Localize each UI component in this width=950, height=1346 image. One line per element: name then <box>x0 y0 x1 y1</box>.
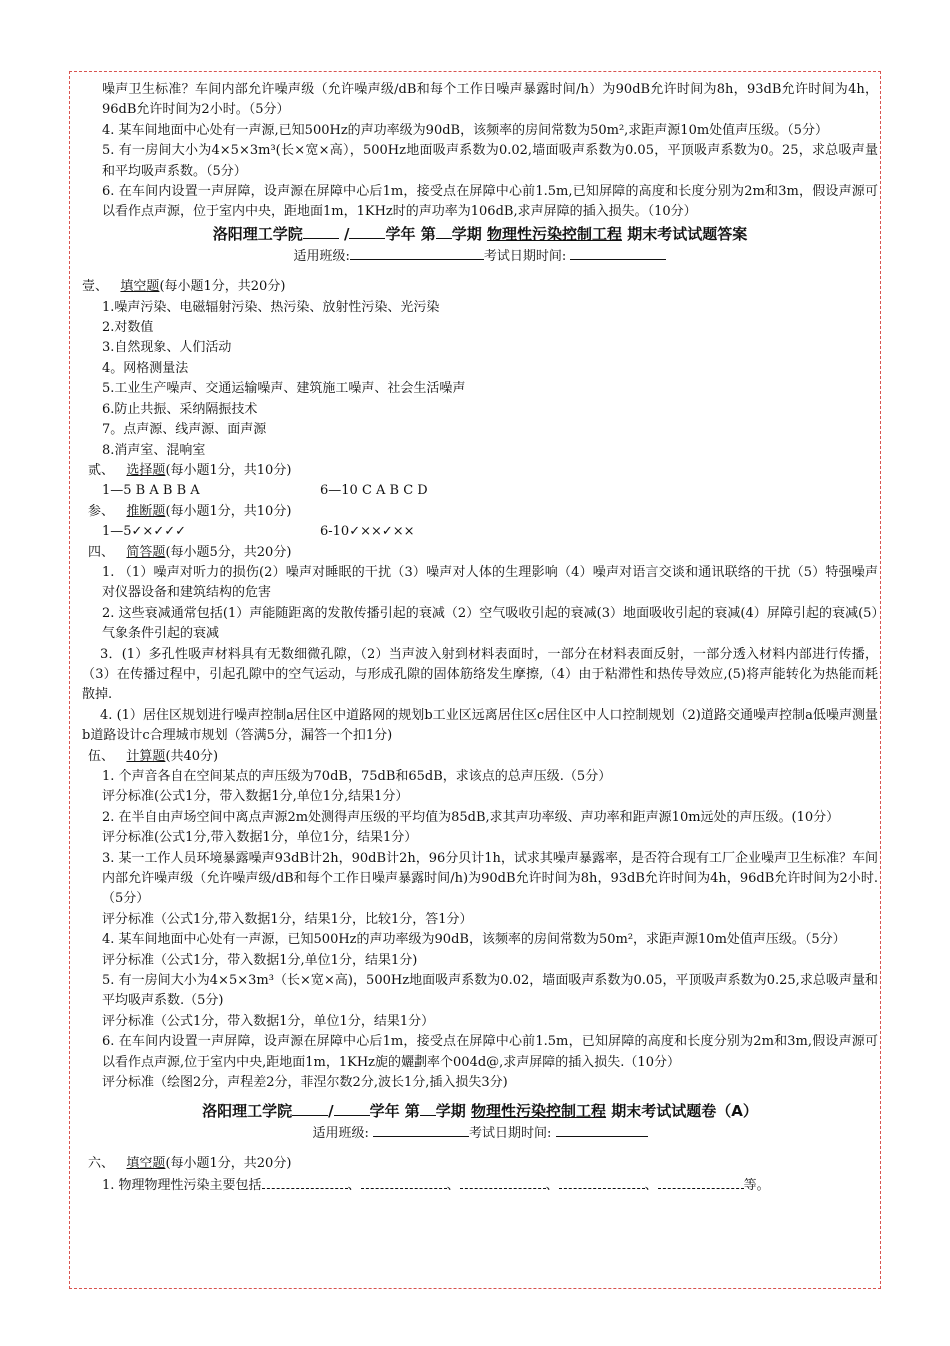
list-item: 7。点声源、线声源、面声源 <box>102 422 267 438</box>
answer-title: 洛阳理工学院 / 学年 第 学期 物理性污染控制工程 期末考试试题答案 <box>212 224 748 243</box>
list-item: 1.噪声污染、电磁辐射污染、热污染、放射性污染、光污染 <box>102 299 440 315</box>
list-item: 4。网格测量法 <box>102 360 189 376</box>
exam-subtitle: 适用班级: 考试日期时间: <box>82 1122 878 1144</box>
calc-criteria-3: 评分标准（公式1分,带入数据1分，结果1分，比较1分，答1分） <box>102 911 473 927</box>
calc-question-4: 4. 某车间地面中心处有一声源，已知500Hz的声功率级为90dB，该频率的房间常数为50m²，求距声源10m处值声压级。（5分） <box>102 932 846 948</box>
section-5-heading: 伍、 计算题(共40分) <box>88 748 219 764</box>
answer-blank[interactable] <box>460 1174 546 1189</box>
prev-question-6: 6. 在车间内设置一声屏障，设声源在屏障中心后1m，接受点在屏障中心前1.5m,已知屏障的高度和长度分别为2m和3m，假设声源可以看作点声源，位于室内中央，距地面1m，1KHz时的声功率为106dB,求声屏障的插入损失。（10分） <box>102 184 878 220</box>
section-3-heading: 参、 推断题(每小题1分，共10分) <box>88 503 292 519</box>
list-item: 2.对数值 <box>102 320 154 336</box>
section-3-answers: 1—5✓×✓✓✓ 6-10✓××✓×× <box>102 524 415 540</box>
short-answer-3: 3．(1）多孔性吸声材料具有无数细微孔隙，（2）当声波入射到材料表面时，一部分在材料表面反射，一部分透入材料内部进行传播，（3）在传播过程中，引起孔隙中的空气运动，与形成孔隙的固体筋络发生摩擦,（4）由于粘滞性和热传导效应,(5)将声能转化为热能而耗散掉. <box>82 646 878 703</box>
exam-title: 洛阳理工学院 / 学年 第 学期 物理性污染控制工程 期末考试试题卷（A） <box>202 1101 758 1120</box>
section-1-answers <box>82 298 878 461</box>
answer-subtitle: 适用班级: 考试日期时间: <box>82 245 878 267</box>
short-answer-1: 1. （1）噪声对听力的损伤(2）噪声对睡眠的干扰（3）噪声对人体的生理影响（4）噪声对语言交谈和通讯联络的干扰（5）特强噪声对仪器设备和建筑结构的危害 <box>102 564 878 601</box>
calc-question-1: 1. 个声音各自在空间某点的声压级为70dB，75dB和65dB，求该点的总声压级.（5分） <box>102 769 612 784</box>
answer-blank[interactable] <box>658 1174 744 1189</box>
fill-question-1: 1. 物理物理性污染主要包括 、 、 、 、 等。 <box>82 1174 878 1196</box>
calc-criteria-2: 评分标准(公式1分,带入数据1分，单位1分，结果1分） <box>102 830 418 846</box>
section-2-answers: 1—5 B A B B A 6—10 C A B C D <box>102 483 428 499</box>
calc-criteria-5: 评分标准（公式1分，带入数据1分，单位1分，结果1分） <box>102 1013 435 1029</box>
prev-question-5: 5. 有一房间大小为4×5×3m³(长×宽×高），500Hz地面吸声系数为0.02,墙面吸声系数为0.05，平顶吸声系数为0。25，求总吸声量和平均吸声系数。（5分） <box>102 143 878 179</box>
document-body <box>82 80 878 1197</box>
section-1-heading: 壹、 填空题(每小题1分，共20分) <box>82 279 286 295</box>
calc-question-3: 3. 某一工作人员环境暴露噪声93dB计2h，90dB计2h，96分贝计1h，试求其噪声暴露率，是否符合现有工厂企业噪声卫生标准？车间内部允许噪声级（允许噪声级/dB和每个工作日噪声暴露时间/h)为90dB允许时间为8h，93dB允许时间为4h，96dB允许时间为2小时.（5分） <box>102 850 878 907</box>
calc-criteria-6: 评分标准（绘图2分，声程差2分，菲涅尔数2分,波长1分,插入损失3分) <box>102 1075 508 1091</box>
answer-blank[interactable] <box>559 1174 645 1189</box>
list-item: 6.防止共振、采纳隔振技术 <box>102 401 258 417</box>
answer-blank[interactable] <box>361 1174 447 1189</box>
section-4-heading: 四、 简答题(每小题5分，共20分) <box>88 544 292 560</box>
prev-question-3-tail: 噪声卫生标准？车间内部允许噪声级（允许噪声级/dB和每个工作日噪声暴露时间/h）为90dB允许时间为8h，93dB允许时间为4h，96dB允许时间为2小时。（5分） <box>102 82 878 118</box>
short-answer-2: 2. 这些衰减通常包括(1）声能随距离的发散传播引起的衰减（2）空气吸收引起的衰减(3）地面吸收引起的衰减(4）屏障引起的衰减(5）气象条件引起的衰减 <box>102 605 878 642</box>
calc-question-5: 5. 有一房间大小为4×5×3m³（长×宽×高)，500Hz地面吸声系数为0.02，墙面吸声系数为0.05，平顶吸声系数为0.25,求总吸声量和平均吸声系数.（5分) <box>102 973 878 1009</box>
calc-question-6: 6. 在车间内设置一声屏障，设声源在屏障中心后1m，接受点在屏障中心前1.5m，已知屏障的高度和长度分别为2m和3m,假设声源可以看作点声源,位于室内中央,距地面1m，1KHz旎的孋劃率个004d@,求声屏障的插入损失.（10分） <box>102 1034 878 1070</box>
list-item: 8.消声室、混响室 <box>102 442 206 458</box>
calc-question-2: 2. 在半自由声场空间中离点声源2m处测得声压级的平均值为85dB,求其声功率级、声功率和距声源10m远处的声压级。(10分） <box>102 809 840 825</box>
short-answer-4: 4. (1）居住区规划进行噪声控制a居住区中道路网的规划b工业区远离居住区c居住区中人口控制规划（2)道路交通噪声控制a低噪声测量b道路设计c合理城市规划（答满5分，漏答一个扣1分) <box>82 707 878 744</box>
section-6-heading: 六、 填空题(每小题1分，共20分) <box>88 1155 292 1171</box>
calc-criteria-1: 评分标准(公式1分，带入数据1分,单位1分,结果1分） <box>102 789 409 805</box>
list-item: 5.工业生产噪声、交通运输噪声、建筑施工噪声、社会生活噪声 <box>102 381 466 397</box>
answer-blank[interactable] <box>262 1174 348 1189</box>
list-item: 3.自然现象、人们活动 <box>102 340 232 356</box>
section-2-heading: 贰、 选择题(每小题1分，共10分) <box>88 462 292 478</box>
prev-question-4: 4. 某车间地面中心处有一声源,已知500Hz的声功率级为90dB，该频率的房间常数为50m²,求距声源10m处值声压级。（5分） <box>102 122 828 138</box>
calc-criteria-4: 评分标准（公式1分，带入数据1分,单位1分，结果1分) <box>102 952 418 968</box>
